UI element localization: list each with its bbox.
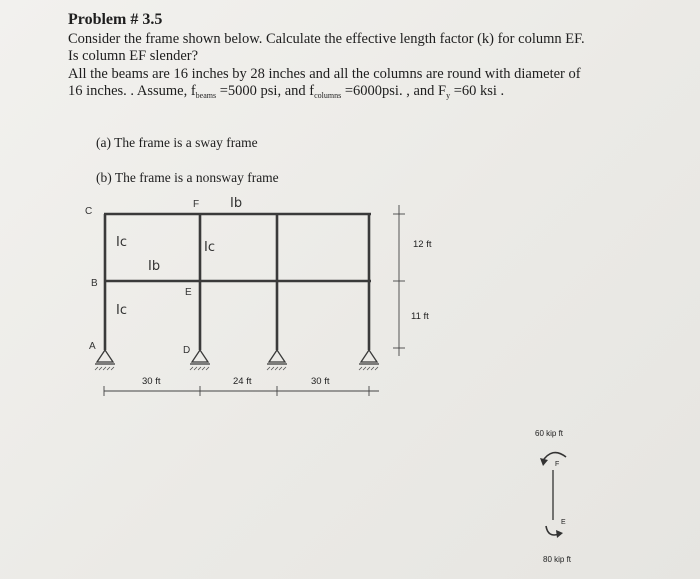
- node-label-a: A: [89, 341, 96, 352]
- node-label-c: C: [85, 206, 93, 217]
- problem-line-4-part-a: 16 inches. . Assume, f: [68, 82, 196, 99]
- problem-line-4-part-c: =6000psi. , and F: [341, 82, 447, 99]
- node-label-d: D: [183, 345, 191, 356]
- pin-supports: [95, 350, 379, 364]
- dim-span-2: 24 ft: [233, 376, 252, 387]
- support-third: [269, 350, 285, 362]
- problem-line-1: Consider the frame shown below. Calculate the effective length factor (k) for column EF.: [68, 31, 585, 47]
- dim-lower-height: 11 ft: [411, 311, 429, 322]
- moment-node-f: F: [555, 461, 560, 468]
- subscript-columns: columns: [314, 90, 342, 100]
- subscript-y: y: [446, 90, 451, 100]
- problem-line-2: Is column EF slender?: [68, 47, 199, 64]
- support-hatching: [95, 367, 378, 370]
- moment-node-e: E: [561, 519, 566, 526]
- column-label-ic-lower-left: Ic: [116, 303, 127, 318]
- moment-diagram: [535, 429, 572, 564]
- column-label-ic-upper-mid: Ic: [204, 240, 215, 255]
- problem-line-4-part-b: =5000 psi, and f: [216, 82, 315, 99]
- moment-bottom-value: 80 kip ft: [543, 555, 572, 564]
- beam-label-ib-top: Ib: [230, 196, 243, 211]
- vertical-dimension: [393, 205, 405, 356]
- moment-top-value: 60 kip ft: [535, 429, 564, 438]
- support-right: [361, 350, 377, 362]
- moment-bottom-arrowhead-icon: [556, 530, 563, 538]
- node-label-e: E: [185, 287, 192, 298]
- frame-members: [104, 214, 371, 350]
- dim-upper-height: 12 ft: [413, 239, 432, 250]
- column-label-ic-upper-left: Ic: [116, 235, 127, 250]
- dim-span-3: 30 ft: [311, 376, 330, 387]
- problem-line-4-part-d: =60 ksi .: [450, 82, 505, 99]
- subscript-beams: beams: [195, 90, 217, 100]
- option-b-nonsway: (b) The frame is a nonsway frame: [96, 170, 279, 185]
- option-a-sway: (a) The frame is a sway frame: [96, 135, 258, 150]
- moment-top-arrowhead-icon: [540, 458, 548, 466]
- problem-title: Problem # 3.5: [68, 11, 163, 28]
- node-label-f: F: [193, 199, 200, 210]
- dim-span-1: 30 ft: [142, 376, 161, 387]
- horizontal-dimension: [104, 386, 379, 396]
- support-d: [192, 350, 208, 362]
- support-a: [97, 350, 113, 362]
- problem-line-3: All the beams are 16 inches by 28 inches and all the columns are round with diameter of: [68, 66, 581, 82]
- beam-label-ib-mid: Ib: [148, 259, 161, 274]
- node-label-b: B: [91, 278, 98, 289]
